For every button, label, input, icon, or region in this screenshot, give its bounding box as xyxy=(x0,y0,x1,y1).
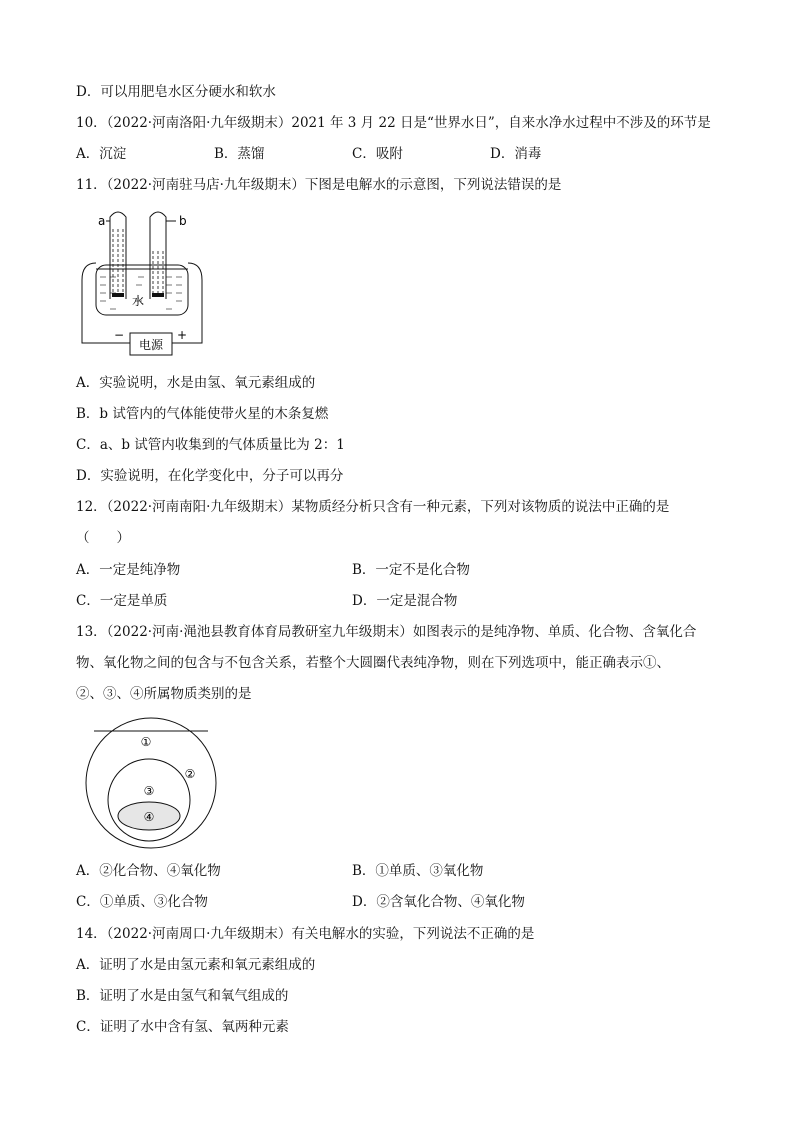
q10-stem: 10．（2022·河南洛阳·九年级期末）2021 年 3 月 22 日是“世界水日”，自来水净水过程中不涉及的环节是 xyxy=(76,115,711,131)
water-label: 水 xyxy=(132,294,145,308)
q10-option-c: C．吸附 xyxy=(352,146,403,162)
q13-option-b: B．①单质、③氧化物 xyxy=(352,863,484,879)
electrolysis-diagram xyxy=(76,205,216,360)
q14-option-b: B．证明了水是由氢气和氧气组成的 xyxy=(76,988,289,1004)
minus-label: − xyxy=(114,328,125,342)
q14-option-a: A．证明了水是由氢元素和氧元素组成的 xyxy=(76,957,316,973)
test-tube-b xyxy=(150,212,166,299)
label-a: a xyxy=(98,214,106,228)
label-4: ④ xyxy=(143,810,155,824)
q12-option-d: D．一定是混合物 xyxy=(352,593,458,609)
q11-option-c: C．a、b 试管内收集到的气体质量比为 2：1 xyxy=(76,437,345,453)
q11-option-a: A．实验说明，水是由氢、氧元素组成的 xyxy=(76,375,316,391)
q12-option-c: C．一定是单质 xyxy=(76,593,168,609)
q13-stem-line1: 13．（2022·河南·渑池县教育体育局教研室九年级期末）如图表示的是纯净物、单质、化合物、含氧化合 xyxy=(76,624,697,640)
test-tube-a xyxy=(110,212,126,299)
q12-stem: 12．（2022·河南南阳·九年级期末）某物质经分析只含有一种元素，下列对该物质的说法中正确的是 xyxy=(76,499,670,515)
classification-diagram xyxy=(76,716,226,850)
q13-option-d: D．②含氧化合物、④氧化物 xyxy=(352,894,525,910)
plus-label: + xyxy=(177,328,188,342)
label-3: ③ xyxy=(143,784,155,798)
q14-option-c: C．证明了水中含有氢、氧两种元素 xyxy=(76,1019,289,1035)
q12-answer-blank: （ ） xyxy=(76,530,130,546)
q11-stem: 11．（2022·河南驻马店·九年级期末）下图是电解水的示意图，下列说法错误的是 xyxy=(76,177,562,193)
q10-option-b: B．蒸馏 xyxy=(214,146,265,162)
label-b: b xyxy=(179,214,187,228)
q13-option-a: A．②化合物、④氧化物 xyxy=(76,863,221,879)
q9-option-d: D．可以用肥皂水区分硬水和软水 xyxy=(76,84,276,100)
q10-option-a: A．沉淀 xyxy=(76,146,127,162)
q13-stem-line2: 物、氧化物之间的包含与不包含关系，若整个大圆圈代表纯净物，则在下列选项中，能正确表示①、 xyxy=(76,655,670,671)
label-1: ① xyxy=(140,735,152,749)
q10-option-d: D．消毒 xyxy=(490,146,542,162)
q12-option-a: A．一定是纯净物 xyxy=(76,562,181,578)
q13-option-c: C．①单质、③化合物 xyxy=(76,894,208,910)
q14-stem: 14．（2022·河南周口·九年级期末）有关电解水的实验，下列说法不正确的是 xyxy=(76,926,535,942)
label-2: ② xyxy=(184,767,196,781)
q13-stem-line3: ②、③、④所属物质类别的是 xyxy=(76,686,252,702)
q12-option-b: B．一定不是化合物 xyxy=(352,562,470,578)
power-source-label: 电源 xyxy=(138,338,164,352)
q11-option-d: D．实验说明，在化学变化中，分子可以再分 xyxy=(76,468,344,484)
q11-option-b: B．b 试管内的气体能使带火星的木条复燃 xyxy=(76,406,329,422)
power-source xyxy=(130,333,172,355)
